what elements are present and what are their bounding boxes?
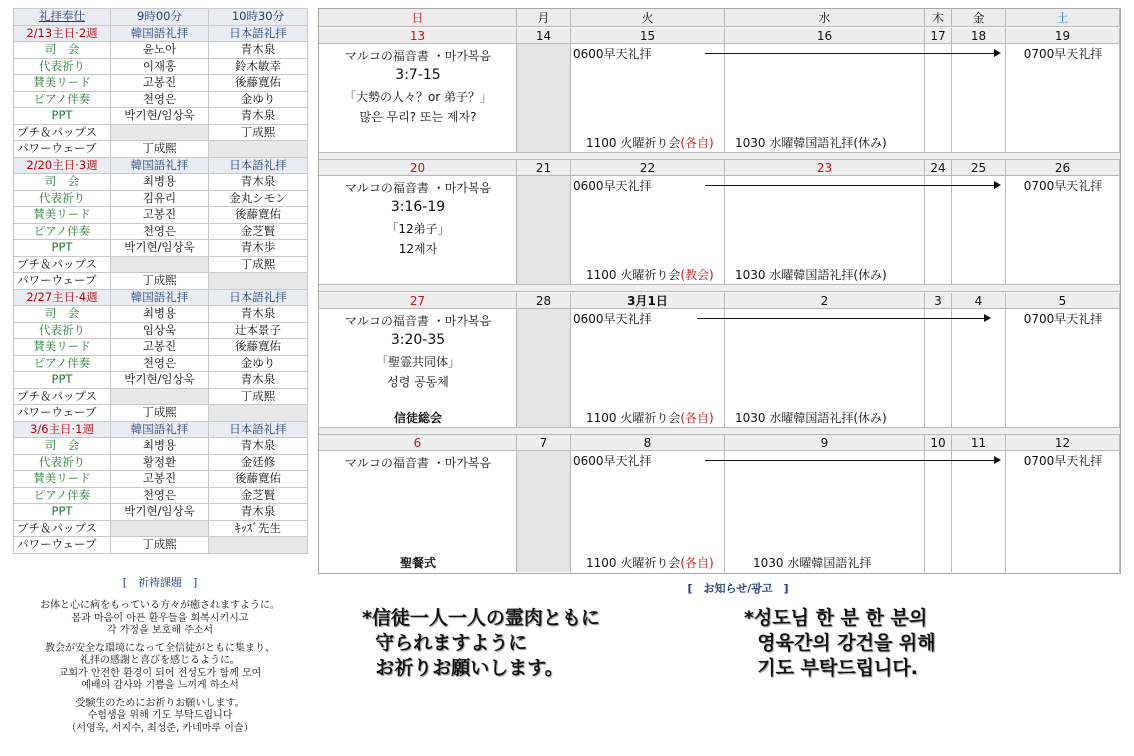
roster-header-cell: 礼拝奉仕	[14, 9, 111, 26]
tuesday-prayer-label: 1100 火曜祈り会	[586, 136, 681, 150]
roster-row	[14, 388, 308, 405]
sermon-text: マルコの福音書 ・마가복음	[344, 456, 492, 470]
roster-row	[14, 256, 308, 273]
day-number: 11	[952, 435, 1006, 451]
roster-japanese-name	[209, 141, 308, 158]
wednesday-service: 1030 水曜韓国語礼拝(休み)	[735, 268, 887, 282]
roster-row	[14, 487, 308, 504]
roster-korean-name: 丁成熙	[111, 273, 209, 290]
day-number: 23	[725, 160, 925, 176]
roster-row	[14, 355, 308, 372]
day-number: 17	[925, 28, 952, 44]
roster-role: 賛美リード	[14, 75, 111, 92]
roster-korean-name	[111, 520, 209, 537]
day-number: 2	[725, 293, 925, 309]
day-cell	[925, 435, 952, 572]
prayer-line: 受験生のためにお祈りお願いします。	[75, 697, 245, 709]
tuesday-prayer-label: 1100 火曜祈り会	[586, 411, 681, 425]
wednesday-service: 1030 水曜韓国語礼拝(休み)	[735, 136, 887, 150]
roster-korean-name: 김유리	[111, 190, 209, 207]
roster-role: 賛美リード	[14, 207, 111, 224]
roster-row	[14, 520, 308, 537]
calendar-week	[319, 293, 1120, 427]
roster-korean-name: 丁成熙	[111, 141, 209, 158]
roster-japanese-name: 後藤寛佑	[209, 471, 308, 488]
roster-korean-name: 박기현/임상욱	[111, 504, 209, 521]
roster-korean-name: 丁成熙	[111, 405, 209, 422]
saturday-dawn-prayer: 0700早天礼拝	[1023, 179, 1103, 193]
roster-role: PPT	[14, 372, 111, 389]
service-roster-table	[13, 8, 308, 554]
roster-row	[14, 124, 308, 141]
roster-japanese-name: 丁成熙	[209, 256, 308, 273]
day-number: 6	[319, 435, 517, 451]
sermon-text: 3:7-15	[395, 67, 441, 83]
roster-japanese-name: 金芝賢	[209, 487, 308, 504]
sermon-text: 성령 공동체	[387, 375, 449, 389]
tuesday-prayer-place: (各自)	[680, 556, 714, 570]
saturday-dawn-prayer: 0700早天礼拝	[1023, 47, 1103, 61]
dawn-prayer-arrow	[705, 53, 999, 54]
day-header: 日	[319, 9, 517, 27]
day-cell	[952, 293, 1006, 427]
dawn-prayer-label: 0600早天礼拝	[573, 47, 652, 61]
day-header: 金	[952, 9, 1006, 27]
roster-role: ピアノ伴奏	[14, 355, 111, 372]
roster-japanese-name	[209, 405, 308, 422]
roster-role: パワーウェーブ	[14, 141, 111, 158]
roster-role: 代表祈り	[14, 190, 111, 207]
prayer-line: 예배의 감사와 기쁨을 느끼게 하소서	[81, 680, 239, 691]
day-number: 24	[925, 160, 952, 176]
roster-row	[14, 405, 308, 422]
roster-week-row	[14, 157, 308, 174]
roster-korean-name: 천영은	[111, 91, 209, 108]
roster-row	[14, 273, 308, 290]
week-separator	[319, 284, 1120, 292]
roster-row	[14, 190, 308, 207]
roster-japanese-name: 金ゆり	[209, 91, 308, 108]
roster-role: パワーウェーブ	[14, 273, 111, 290]
roster-korean-name: 고봉진	[111, 207, 209, 224]
roster-row	[14, 240, 308, 257]
tuesday-prayer-label: 1100 火曜祈り会	[586, 556, 681, 570]
calendar-week	[319, 28, 1120, 152]
prayer-line: （서영욱, 서지수, 최성준, 카네마루 이슬）	[66, 722, 254, 734]
roster-role: ピアノ伴奏	[14, 223, 111, 240]
day-number: 20	[319, 160, 517, 176]
roster-role: 司 会	[14, 174, 111, 191]
roster-week-row	[14, 25, 308, 42]
roster-row	[14, 108, 308, 125]
roster-row	[14, 339, 308, 356]
roster-role: 代表祈り	[14, 454, 111, 471]
notice-korean: *성도님 한 분 한 분의 영육간의 강건을 위해 기도 부탁드립니다.	[744, 607, 936, 679]
roster-japanese-name: 金廷修	[209, 454, 308, 471]
day-number: 3	[925, 293, 952, 309]
roster-role: PPT	[14, 108, 111, 125]
day-number: 14	[517, 28, 571, 44]
roster-korean-name	[111, 256, 209, 273]
roster-row	[14, 91, 308, 108]
roster-korean-name: 고봉진	[111, 75, 209, 92]
roster-row	[14, 174, 308, 191]
day-number: 4	[952, 293, 1006, 309]
sermon-text: 「12弟子」	[386, 222, 450, 236]
roster-row	[14, 537, 308, 554]
roster-row	[14, 454, 308, 471]
roster-role: ピアノ伴奏	[14, 487, 111, 504]
tuesday-prayer-meeting	[586, 266, 714, 283]
sermon-text: 3:20-35	[390, 332, 446, 348]
day-number: 8	[571, 435, 725, 451]
roster-japanese-name: 金ゆり	[209, 355, 308, 372]
roster-korean-name: 박기현/임상욱	[111, 108, 209, 125]
saturday-dawn-prayer: 0700早天礼拝	[1023, 312, 1103, 326]
roster-role: ピアノ伴奏	[14, 91, 111, 108]
dawn-prayer-label: 0600早天礼拝	[573, 179, 652, 193]
prayer-line: 몸과 마음이 아픈 환우들을 회복시키시고	[71, 612, 249, 624]
wednesday-service: 1030 水曜韓国語礼拝(休み)	[735, 411, 887, 425]
day-header: 月	[517, 9, 571, 27]
saturday-dawn-prayer: 0700早天礼拝	[1023, 454, 1103, 468]
prayer-line: 수험생을 위해 기도 부탁드립니다	[87, 710, 233, 721]
roster-korean-name: 최병용	[111, 306, 209, 323]
roster-week-label: 2/27主日·4週	[14, 289, 111, 306]
roster-row	[14, 504, 308, 521]
sermon-text: 12제자	[398, 242, 438, 256]
tuesday-prayer-place: (教会)	[680, 268, 714, 282]
roster-japanese-name: 丁成熙	[209, 388, 308, 405]
roster-row	[14, 42, 308, 59]
roster-role: 代表祈り	[14, 322, 111, 339]
roster-japanese-service-label: 日本語礼拝	[209, 25, 308, 42]
roster-korean-name: 고봉진	[111, 471, 209, 488]
roster-japanese-name: ｷｯｽﾞ先生	[209, 520, 308, 537]
day-cell	[952, 28, 1006, 152]
notice-title: [ お知らせ/광고 ]	[687, 582, 789, 595]
roster-row	[14, 306, 308, 323]
day-cell	[725, 435, 925, 572]
dawn-prayer-label: 0600早天礼拝	[573, 312, 652, 326]
calendar-week	[319, 435, 1120, 572]
roster-role: パワーウェーブ	[14, 405, 111, 422]
sermon-text: マルコの福音書 ・마가복음	[344, 49, 492, 63]
sermon-text: マルコの福音書 ・마가복음	[344, 314, 492, 328]
dawn-prayer-arrow	[705, 185, 999, 186]
day-number: 25	[952, 160, 1006, 176]
tuesday-prayer-meeting	[586, 409, 714, 426]
roster-role: パワーウェーブ	[14, 537, 111, 554]
roster-japanese-name: 辻本景子	[209, 322, 308, 339]
roster-japanese-name	[209, 537, 308, 554]
day-number: 13	[319, 28, 517, 44]
roster-japanese-service-label: 日本語礼拝	[209, 157, 308, 174]
roster-japanese-name: 青木泉	[209, 438, 308, 455]
day-number: 26	[1006, 160, 1120, 176]
prayer-title: [ 祈祷課題 ]	[122, 576, 198, 589]
roster-row	[14, 471, 308, 488]
roster-role: 賛美リード	[14, 471, 111, 488]
roster-week-label: 2/20主日·3週	[14, 157, 111, 174]
roster-header-row	[14, 9, 308, 26]
dawn-prayer-arrow	[705, 460, 999, 461]
roster-row	[14, 58, 308, 75]
roster-japanese-name: 青木泉	[209, 108, 308, 125]
day-cell	[517, 160, 571, 284]
roster-japanese-name: 金丸シモン	[209, 190, 308, 207]
day-header: 木	[925, 9, 952, 27]
prayer-line: 礼拝の感謝と喜びを感じるように。	[80, 655, 240, 666]
roster-japanese-service-label: 日本語礼拝	[209, 289, 308, 306]
roster-role: プチ＆パップス	[14, 388, 111, 405]
roster-role: PPT	[14, 504, 111, 521]
day-number: 9	[725, 435, 925, 451]
day-cell	[925, 293, 952, 427]
roster-korean-name: 이재홍	[111, 58, 209, 75]
roster-korean-name: 임상욱	[111, 322, 209, 339]
tuesday-prayer-label: 1100 火曜祈り会	[586, 268, 681, 282]
roster-week-label: 3/6主日·1週	[14, 421, 111, 438]
roster-korean-service-label: 韓国語礼拝	[111, 289, 209, 306]
roster-korean-name: 丁成熙	[111, 537, 209, 554]
day-cell	[925, 28, 952, 152]
dawn-prayer-label: 0600早天礼拝	[573, 454, 652, 468]
prayer-requests	[13, 600, 307, 735]
day-number: 18	[952, 28, 1006, 44]
prayer-line: 教会が安全な環境になって全信徒がともに集まり、	[45, 642, 275, 654]
wednesday-service: 1030 水曜韓国語礼拝	[753, 556, 872, 570]
roster-row	[14, 141, 308, 158]
roster-role: プチ＆パップス	[14, 520, 111, 537]
roster-japanese-name: 青木泉	[209, 504, 308, 521]
day-number: 22	[571, 160, 725, 176]
roster-korean-name: 최병용	[111, 438, 209, 455]
day-number: 27	[319, 293, 517, 309]
dawn-prayer-arrow	[697, 318, 989, 319]
roster-week-row	[14, 421, 308, 438]
roster-korean-name: 박기현/임상욱	[111, 372, 209, 389]
day-cell	[725, 293, 925, 427]
roster-korean-service-label: 韓国語礼拝	[111, 421, 209, 438]
roster-korean-name: 천영은	[111, 487, 209, 504]
roster-week-label: 2/13主日·2週	[14, 25, 111, 42]
roster-japanese-name: 青木泉	[209, 372, 308, 389]
roster-korean-name: 박기현/임상욱	[111, 240, 209, 257]
tuesday-prayer-meeting	[586, 134, 714, 151]
roster-japanese-name: 青木泉	[209, 42, 308, 59]
day-cell	[952, 160, 1006, 284]
roster-row	[14, 75, 308, 92]
roster-japanese-name: 青木泉	[209, 306, 308, 323]
roster-row	[14, 438, 308, 455]
sermon-text: 3:16-19	[390, 199, 446, 215]
day-number: 19	[1006, 28, 1120, 44]
roster-role: 司 会	[14, 438, 111, 455]
day-number: 10	[925, 435, 952, 451]
roster-korean-name: 황정환	[111, 454, 209, 471]
week-separator	[319, 152, 1120, 160]
roster-korean-name: 천영은	[111, 355, 209, 372]
prayer-line: 각 가정을 보호해 주소서	[106, 625, 214, 636]
roster-japanese-name	[209, 273, 308, 290]
roster-role: プチ＆パップス	[14, 124, 111, 141]
roster-japanese-name: 鈴木敏幸	[209, 58, 308, 75]
roster-korean-service-label: 韓国語礼拝	[111, 25, 209, 42]
day-cell	[517, 28, 571, 152]
day-number: 7	[517, 435, 571, 451]
tuesday-prayer-place: (各自)	[680, 411, 714, 425]
day-header: 土	[1006, 9, 1120, 27]
roster-japanese-name: 丁成熙	[209, 124, 308, 141]
roster-role: PPT	[14, 240, 111, 257]
roster-header-cell: 9時00分	[111, 9, 209, 26]
roster-korean-service-label: 韓国語礼拝	[111, 157, 209, 174]
week-separator	[319, 427, 1120, 435]
roster-header-cell: 10時30分	[209, 9, 308, 26]
day-header: 火	[571, 9, 725, 27]
roster-row	[14, 322, 308, 339]
roster-role: 司 会	[14, 42, 111, 59]
day-number: 16	[725, 28, 925, 44]
roster-japanese-name: 金芝賢	[209, 223, 308, 240]
sunday-event: 聖餐式	[399, 556, 436, 570]
sermon-text: 「大勢の人々？or 弟子？」	[343, 90, 493, 104]
roster-japanese-name: 後藤寛佑	[209, 207, 308, 224]
roster-korean-name	[111, 124, 209, 141]
roster-row	[14, 223, 308, 240]
day-number: 5	[1006, 293, 1120, 309]
prayer-line: 교회가 안전한 환경이 되어 전성도가 함께 모여	[58, 667, 262, 679]
roster-japanese-service-label: 日本語礼拝	[209, 421, 308, 438]
roster-row	[14, 207, 308, 224]
roster-japanese-name: 後藤寛佑	[209, 75, 308, 92]
roster-japanese-name: 後藤寛佑	[209, 339, 308, 356]
roster-korean-name: 최병용	[111, 174, 209, 191]
tuesday-prayer-place: (各自)	[680, 136, 714, 150]
sunday-event: 信徒総会	[393, 411, 442, 425]
roster-role: 賛美リード	[14, 339, 111, 356]
day-cell	[925, 160, 952, 284]
notice-japanese: *信徒一人一人の霊肉ともに 守られますように お祈りお願いします。	[362, 607, 600, 679]
sermon-text: 「聖霊共同体」	[375, 355, 460, 369]
roster-korean-name: 윤노아	[111, 42, 209, 59]
day-cell	[517, 435, 571, 572]
day-number: 28	[517, 293, 571, 309]
prayer-line: お体と心に病をもっている方々が癒されますように。	[40, 600, 280, 611]
roster-japanese-name: 青木歩	[209, 240, 308, 257]
roster-korean-name	[111, 388, 209, 405]
roster-korean-name: 천영은	[111, 223, 209, 240]
roster-korean-name: 고봉진	[111, 339, 209, 356]
day-number: 21	[517, 160, 571, 176]
sermon-text: マルコの福音書 ・마가복음	[344, 181, 492, 195]
day-header: 水	[725, 9, 925, 27]
roster-japanese-name: 青木泉	[209, 174, 308, 191]
roster-row	[14, 372, 308, 389]
roster-role: プチ＆パップス	[14, 256, 111, 273]
day-cell	[517, 293, 571, 427]
day-number: 3月1日	[571, 293, 725, 309]
day-number: 15	[571, 28, 725, 44]
roster-role: 司 会	[14, 306, 111, 323]
monthly-calendar	[318, 8, 1121, 574]
calendar-week	[319, 160, 1120, 284]
roster-role: 代表祈り	[14, 58, 111, 75]
day-number: 12	[1006, 435, 1120, 451]
roster-week-row	[14, 289, 308, 306]
sermon-text: 많은 무리? 또는 제자?	[359, 110, 477, 124]
tuesday-prayer-meeting	[586, 554, 714, 571]
